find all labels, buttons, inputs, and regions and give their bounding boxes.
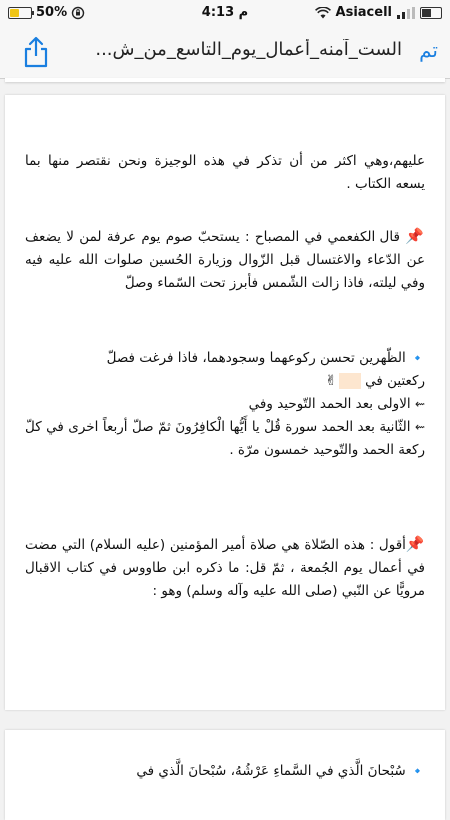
paragraph: [25, 533, 425, 603]
paragraph: [25, 760, 425, 783]
battery-right-icon: [420, 7, 442, 19]
document-title: الست_آمنه_أعمال_يوم_التاسع_من_ش...: [95, 39, 402, 60]
document-page: [5, 730, 445, 820]
page-text: [25, 533, 425, 603]
share-button[interactable]: [22, 36, 50, 68]
page-text: [25, 150, 425, 196]
pushpin-icon: 📌: [405, 227, 425, 245]
done-button[interactable]: تم: [419, 38, 438, 62]
wifi-icon: [315, 7, 331, 19]
document-toolbar: [0, 26, 450, 79]
paragraph: [25, 347, 425, 370]
wave-arrow-icon: ⇜: [414, 397, 425, 411]
page-text: [25, 347, 425, 462]
page-text: [25, 225, 425, 295]
wave-arrow-icon: ⇜: [414, 420, 425, 434]
paragraph-text: ركعتين في: [365, 373, 425, 389]
paragraph-text: الثّانية بعد الحمد سورة قُلْ يا أَيُّها الْكافِرُونَ ثمّ صلّ أربعاً اخرى في كلّ ركعة الحمد والتّوحيد خمسون مرّة .: [25, 419, 425, 458]
paragraph-text: الاولى بعد الحمد التّوحيد وفي: [248, 396, 411, 412]
paragraph: [25, 416, 425, 462]
signal-icon: [397, 7, 415, 19]
battery-percent: 50%: [36, 5, 68, 20]
paragraph-text: الظّهرين تحسن ركوعهما وسجودهما، فاذا فرغت فصلّ: [106, 350, 406, 366]
paragraph-text: قال الكفعمي في المصباح : يستحبّ صوم يوم عرفة لمن لا يضعف عن الدّعاء والاغتسال قبل الزّوال وزيارة الحُسين صلوات الله عليه فيه وفي ليلته، فاذا زالت الشّمس فأبرز تحت السّماء وصلّ: [25, 229, 425, 291]
paragraph-text: أقول : هذه الصّلاة هي صلاة أمير المؤمنين (عليه السلام) التي مضت في أعمال يوم الجُمعة ، ثمّ قل: ما ذكره ابن طاووس في كتاب الاقبال مرويًّا عن النّبي (صلى الله عليه وآله وسلم) وهو :: [25, 537, 425, 599]
blue-diamond-icon: 🔹: [410, 764, 425, 778]
highlight-box: [339, 373, 361, 389]
status-bar: [0, 0, 450, 26]
document-page: [5, 95, 445, 710]
pushpin-icon: 📌: [405, 535, 425, 553]
paragraph: عليهم،وهي اكثر من أن تذكر في هذه الوجيزة ونحن نقتصر منها بما يسعه الكتاب .: [25, 153, 425, 192]
previous-page-edge: [5, 78, 445, 82]
paragraph: [25, 370, 425, 393]
victory-hand-icon: ✌: [325, 373, 337, 389]
share-icon: [22, 36, 50, 68]
carrier-name: Asiacell: [335, 5, 392, 20]
paragraph: [25, 393, 425, 416]
blue-diamond-icon: 🔹: [410, 351, 425, 365]
clock: 4:13 م: [201, 5, 249, 20]
page-text: [25, 760, 425, 783]
paragraph: [25, 225, 425, 295]
paragraph-text: سُبْحانَ الَّذي في السَّماءِ عَرْشُهُ، سُبْحانَ الَّذي في: [136, 763, 406, 779]
